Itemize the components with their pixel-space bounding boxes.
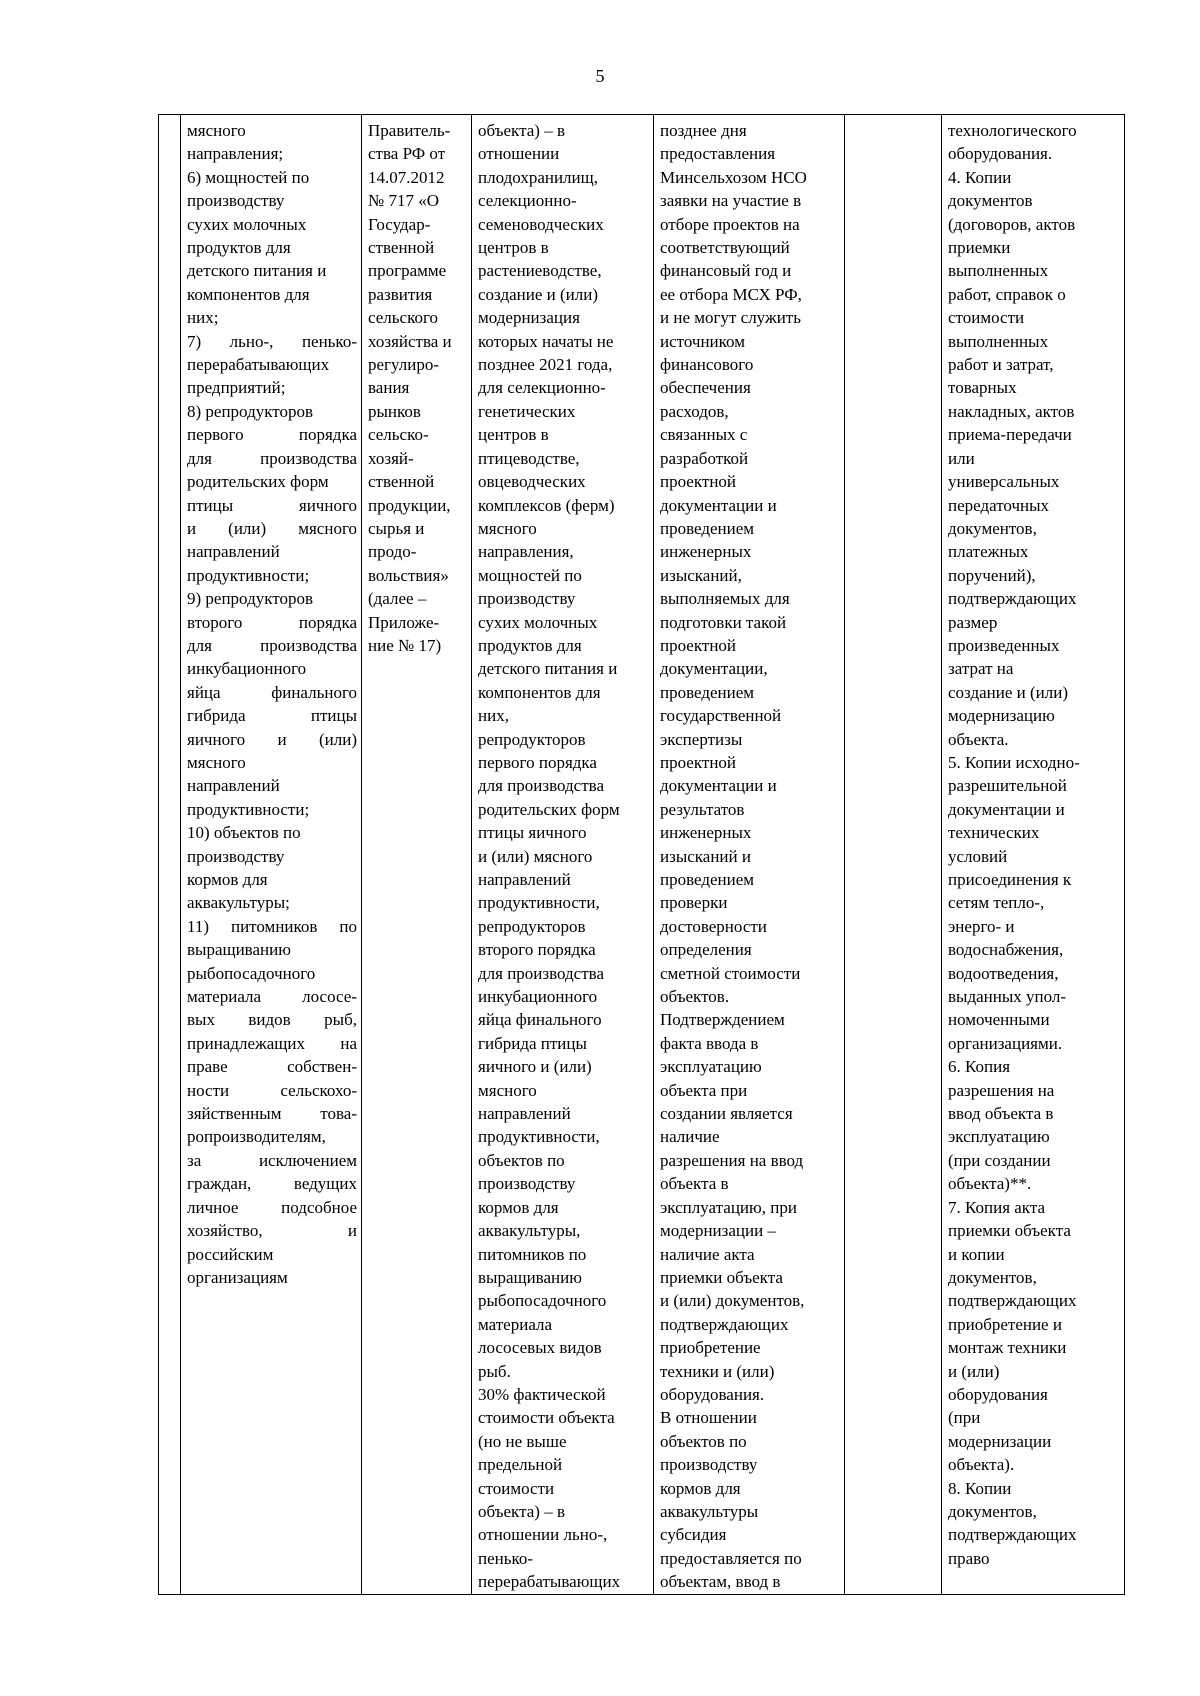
table-cell-col5	[845, 115, 942, 1595]
cell-text-line: птицы яичного	[187, 495, 357, 515]
cell-text-line: проектной	[660, 472, 737, 492]
cell-text-line: разработкой	[660, 448, 749, 468]
cell-text-line: яйца финального	[478, 1010, 602, 1030]
cell-text-line: (но не выше	[478, 1431, 567, 1451]
cell-text-line: центров в	[478, 238, 549, 258]
cell-text-line: создании является	[660, 1104, 793, 1124]
cell-text-line: стоимости	[478, 1478, 555, 1498]
cell-text-line: для производства	[187, 448, 357, 468]
cell-text-line: продуктивности,	[478, 1127, 600, 1147]
cell-text-line: оборудования	[948, 1384, 1048, 1404]
cell-text-line: перерабатывающих	[187, 355, 330, 375]
cell-text-line: изысканий и	[660, 846, 751, 866]
cell-text-line: для производства	[478, 963, 605, 983]
cell-text-line: стоимости	[948, 308, 1025, 328]
cell-text-line: второго порядка	[478, 940, 596, 960]
cell-text-line: продуктов для	[187, 238, 291, 258]
cell-text-line: ропроизводителям,	[187, 1127, 326, 1147]
cell-text-line: создание и (или)	[948, 682, 1068, 702]
cell-text-line: выданных упол-	[948, 987, 1067, 1007]
cell-text-line: продуктов для	[478, 635, 582, 655]
cell-text-line: мясного	[187, 752, 246, 772]
cell-text-line: селекционно-	[478, 191, 577, 211]
cell-text-line: документации и	[660, 776, 777, 796]
cell-text-line: производству	[660, 1455, 758, 1475]
cell-text-line: продуктивности;	[187, 799, 310, 819]
cell-text-line: гибрида птицы	[187, 706, 357, 726]
cell-text-line: накладных, актов	[948, 401, 1075, 421]
cell-text-line: выполненных	[948, 331, 1049, 351]
cell-text-line: проектной	[660, 635, 737, 655]
cell-text-line: объекта при	[660, 1080, 748, 1100]
cell-text-line: регулиро-	[368, 355, 440, 375]
cell-text-line: отборе проектов на	[660, 214, 800, 234]
cell-text-line: Правитель-	[368, 121, 451, 140]
cell-text-line: материала лососе-	[187, 987, 357, 1007]
cell-text-line: них,	[478, 706, 509, 726]
table-cell-conditions	[654, 115, 845, 1595]
cell-text-line: подтверждающих	[948, 1525, 1077, 1545]
cell-text-line: организациям	[187, 1267, 288, 1287]
cell-text-line: монтаж техники	[948, 1338, 1067, 1358]
cell-text-line: и не могут служить	[660, 308, 801, 328]
cell-text-line: объекта) – в	[478, 121, 565, 140]
cell-text-line: гибрида птицы	[478, 1033, 587, 1053]
cell-text-line: отношении льно-,	[478, 1525, 608, 1545]
cell-text-line: модернизация	[478, 308, 580, 328]
cell-text-line: (далее –	[368, 589, 427, 609]
cell-text-line: рынков	[368, 401, 421, 421]
cell-text-line: модернизацию	[948, 706, 1055, 726]
cell-text-line: российским	[187, 1244, 274, 1264]
cell-text-line: определения	[660, 940, 752, 960]
cell-text-line: проведением	[660, 518, 755, 538]
cell-text-line: размер	[948, 612, 998, 632]
cell-text-line: хозяйство, и	[187, 1221, 357, 1241]
cell-text-line: питомников по	[478, 1244, 587, 1264]
cell-text-line: которых начаты не	[478, 331, 614, 351]
cell-text-line: кормов для	[187, 870, 268, 889]
cell-text-line: объекта)**.	[948, 1174, 1032, 1194]
cell-text-line: яичного и (или)	[187, 729, 357, 749]
cell-text-line: (при	[948, 1408, 981, 1428]
page-number: 5	[595, 66, 605, 86]
cell-text-line: кормов для	[478, 1197, 559, 1217]
cell-text-line: них;	[187, 308, 219, 328]
cell-text-line: В отношении	[660, 1408, 757, 1428]
cell-text-line: сельского	[368, 308, 439, 328]
cell-text-line: проведением	[660, 870, 755, 889]
cell-text-line: развития	[368, 284, 433, 304]
cell-text-line: работ и затрат,	[948, 355, 1054, 375]
cell-text-line: для производства	[187, 635, 357, 655]
cell-text-line: эксплуатацию	[948, 1127, 1050, 1147]
cell-text-line: предоставляется по	[660, 1548, 802, 1568]
cell-text-line: источником	[660, 331, 745, 351]
cell-text-line: плодохранилищ,	[478, 167, 598, 187]
cell-text-line: технических	[948, 823, 1040, 843]
cell-text-line: рыбопосадочного	[187, 963, 316, 983]
cell-text-line: репродукторов	[478, 729, 586, 749]
cell-text-line: выращиванию	[478, 1267, 582, 1287]
cell-text-line: документов,	[948, 1501, 1037, 1521]
cell-text-line: 8) репродукторов	[187, 401, 313, 421]
cell-text-line: 4. Копии	[948, 167, 1012, 187]
cell-text-line: яйца финального	[187, 682, 357, 702]
cell-text-line: сметной стоимости	[660, 963, 801, 983]
cell-text-line: разрешительной	[948, 776, 1067, 796]
cell-text-line: ввод объекта в	[948, 1104, 1054, 1124]
cell-text-line: приемки объекта	[948, 1221, 1071, 1241]
cell-text-line: (договоров, актов	[948, 214, 1076, 234]
cell-text-line: подготовки такой	[660, 612, 787, 632]
cell-text-line: производству	[478, 1174, 576, 1194]
table-cell-subsidy-rate	[472, 115, 654, 1595]
cell-text-line: объекта в	[660, 1174, 729, 1194]
cell-text-line: хозяй-	[368, 448, 414, 468]
cell-text-line: мясного	[478, 518, 537, 538]
cell-text-line: энерго- и	[948, 916, 1015, 936]
cell-text-line: объекта.	[948, 729, 1009, 749]
cell-text-line: разрешения на	[948, 1080, 1055, 1100]
cell-text-line: для производства	[478, 776, 605, 796]
cell-text-line: сырья и	[368, 518, 425, 538]
table-cell-legal-basis	[362, 115, 472, 1595]
cell-text-line: условий	[948, 846, 1008, 866]
cell-text-line: аквакультуры;	[187, 893, 290, 913]
requirements-table	[158, 114, 1125, 1595]
cell-text-line: комплексов (ферм)	[478, 495, 615, 515]
cell-text-line: ние № 17)	[368, 635, 442, 655]
cell-text-line: позднее 2021 года,	[478, 355, 613, 375]
cell-text-line: объекта).	[948, 1455, 1015, 1475]
cell-text-line: инженерных	[660, 542, 752, 562]
cell-text-line: наличие	[660, 1127, 720, 1147]
cell-text-line: Подтверждением	[660, 1010, 785, 1030]
cell-text-line: семеноводческих	[478, 214, 604, 234]
cell-text-line: продуктивности,	[478, 893, 600, 913]
cell-text-line: разрешения на ввод	[660, 1150, 804, 1170]
cell-text-line: документации,	[660, 659, 768, 679]
cell-text-line: продукции,	[368, 495, 451, 515]
cell-text-line: приема-передачи	[948, 425, 1072, 445]
cell-text-line: водоснабжения,	[948, 940, 1064, 960]
cell-text-line: перерабатывающих	[478, 1572, 621, 1592]
cell-text-line: связанных с	[660, 425, 748, 445]
cell-text-line: 7. Копия акта	[948, 1197, 1046, 1217]
cell-text-line: эксплуатацию, при	[660, 1197, 797, 1217]
cell-text-line: техники и (или)	[660, 1361, 775, 1381]
cell-text-line: мощностей по	[478, 565, 582, 585]
cell-text-line: кормов для	[660, 1478, 741, 1498]
cell-text-line: универсальных	[948, 472, 1060, 492]
cell-text-line: технологического	[948, 121, 1077, 140]
cell-text-line: документации и	[660, 495, 777, 515]
cell-text-line: аквакультуры,	[478, 1221, 581, 1241]
cell-text-line: направления,	[478, 542, 574, 562]
cell-text-line: производству	[478, 589, 576, 609]
cell-text-line: и (или)	[948, 1361, 1000, 1381]
cell-text-line: ства РФ от	[368, 144, 446, 164]
cell-text-line: право	[948, 1548, 990, 1568]
cell-text-line: сухих молочных	[187, 214, 307, 234]
cell-text-line: приобретение и	[948, 1314, 1062, 1334]
cell-text-line: и (или) документов,	[660, 1291, 805, 1311]
cell-text-line: пенько-	[478, 1548, 534, 1568]
cell-text-line: проведением	[660, 682, 755, 702]
cell-text-line: присоединения к	[948, 870, 1072, 889]
cell-text-line: материала	[478, 1314, 553, 1334]
cell-text-line: праве собствен-	[187, 1057, 357, 1077]
cell-text-line: компонентов для	[478, 682, 601, 702]
cell-text-line: направления;	[187, 144, 284, 164]
cell-text-line: граждан, ведущих	[187, 1174, 357, 1194]
cell-text-line: объекта) – в	[478, 1501, 565, 1521]
cell-text-line: инкубационного	[478, 987, 598, 1007]
cell-text-line: затрат на	[948, 659, 1014, 679]
cell-text-line: зяйственным това-	[187, 1104, 357, 1124]
cell-text-line: достоверности	[660, 916, 767, 936]
cell-text-line: вых видов рыб,	[187, 1010, 357, 1030]
cell-text-line: № 717 «О	[368, 191, 439, 211]
cell-text-line: 6. Копия	[948, 1057, 1011, 1077]
cell-text-line: детского питания и	[187, 261, 327, 281]
cell-text-line: производству	[187, 846, 285, 866]
cell-text-line: экспертизы	[660, 729, 743, 749]
cell-text-line: первого порядка	[187, 425, 357, 445]
cell-text-line: подтверждающих	[660, 1314, 789, 1334]
cell-text-line: центров в	[478, 425, 549, 445]
cell-text-line: мясного	[187, 121, 246, 140]
cell-text-line: наличие акта	[660, 1244, 755, 1264]
cell-text-line: предельной	[478, 1455, 563, 1475]
cell-text-line: (при создании	[948, 1150, 1051, 1170]
cell-text-line: репродукторов	[478, 916, 586, 936]
cell-text-line: программе	[368, 261, 447, 281]
cell-text-line: выполняемых для	[660, 589, 790, 609]
cell-text-line: детского питания и	[478, 659, 618, 679]
table-cell-documents	[942, 115, 1125, 1595]
cell-text-line: Минсельхозом НСО	[660, 167, 807, 187]
cell-text-line: документов,	[948, 518, 1037, 538]
cell-text-line: документов	[948, 191, 1033, 211]
cell-text-line: направлений	[187, 776, 280, 796]
cell-text-line: первого порядка	[478, 752, 597, 772]
cell-text-line: объектов по	[660, 1431, 747, 1451]
cell-text-line: расходов,	[660, 401, 729, 421]
cell-text-line: выращиванию	[187, 940, 291, 960]
cell-text-line: предоставления	[660, 144, 776, 164]
cell-text-line: проектной	[660, 752, 737, 772]
cell-text-line: и (или) мясного	[478, 846, 593, 866]
cell-text-line: заявки на участие в	[660, 191, 802, 211]
cell-text-line: Государ-	[368, 214, 431, 234]
cell-text-line: аквакультуры	[660, 1501, 759, 1521]
cell-text-line: передаточных	[948, 495, 1050, 515]
cell-text-line: 11) питомников по	[187, 916, 357, 936]
cell-text-line: модернизации	[948, 1431, 1052, 1451]
cell-text-line: направлений	[478, 1104, 571, 1124]
cell-text-line: сетям тепло-,	[948, 893, 1045, 913]
cell-text-line: соответствующий	[660, 238, 790, 258]
cell-text-line: платежных	[948, 542, 1029, 562]
cell-text-line: ности сельскохо-	[187, 1080, 357, 1100]
cell-text-line: подтверждающих	[948, 1291, 1077, 1311]
cell-text-line: приемки	[948, 238, 1011, 258]
cell-text-line: создание и (или)	[478, 284, 598, 304]
cell-text-line: принадлежащих на	[187, 1033, 357, 1053]
cell-text-line: и (или) мясного	[187, 518, 357, 538]
cell-text-line: работ, справок о	[948, 284, 1066, 304]
cell-text-line: финансового	[660, 355, 754, 375]
cell-text-line: поручений),	[948, 565, 1036, 585]
cell-text-line: овцеводческих	[478, 472, 586, 492]
cell-text-line: приемки объекта	[660, 1267, 783, 1287]
cell-text-line: вольствия»	[368, 565, 449, 585]
cell-text-line: родительских форм	[187, 472, 329, 492]
cell-text-line: или	[948, 448, 975, 468]
cell-text-line: 9) репродукторов	[187, 589, 313, 609]
cell-text-line: произведенных	[948, 635, 1060, 655]
cell-text-line: второго порядка	[187, 612, 357, 632]
table-cell-objects-list	[181, 115, 362, 1595]
cell-text-line: птицы яичного	[478, 823, 587, 843]
cell-text-line: 6) мощностей по	[187, 167, 310, 187]
cell-text-line: продо-	[368, 542, 417, 562]
cell-text-line: лососевых видов	[478, 1338, 602, 1358]
cell-text-line: субсидия	[660, 1525, 727, 1545]
cell-text-line: направлений	[478, 870, 571, 889]
cell-text-line: птицеводстве,	[478, 448, 580, 468]
cell-text-line: объектов.	[660, 987, 730, 1007]
cell-text-line: 14.07.2012	[368, 167, 445, 187]
cell-text-line: оборудования.	[948, 144, 1053, 164]
cell-text-line: оборудования.	[660, 1384, 765, 1404]
cell-text-line: позднее дня	[660, 121, 747, 140]
cell-text-line: номоченными	[948, 1010, 1050, 1030]
cell-text-line: ственной	[368, 472, 435, 492]
cell-text-line: предприятий;	[187, 378, 286, 398]
cell-text-line: объектам, ввод в	[660, 1572, 781, 1592]
cell-text-line: 5. Копии исходно-	[948, 752, 1080, 772]
cell-text-line: яичного и (или)	[478, 1057, 592, 1077]
cell-text-line: 7) льно-, пенько-	[187, 331, 357, 351]
cell-text-line: личное подсобное	[187, 1197, 357, 1217]
cell-text-line: за исключением	[187, 1150, 357, 1170]
cell-text-line: инженерных	[660, 823, 752, 843]
cell-text-line: Приложе-	[368, 612, 440, 632]
cell-text-line: 30% фактической	[478, 1384, 606, 1404]
cell-text-line: 10) объектов по	[187, 823, 301, 843]
cell-text-line: выполненных	[948, 261, 1049, 281]
cell-text-line: проверки	[660, 893, 728, 913]
cell-text-line: продуктивности;	[187, 565, 310, 585]
cell-text-line: результатов	[660, 799, 745, 819]
cell-text-line: рыб.	[478, 1361, 511, 1381]
cell-text-line: направлений	[187, 542, 280, 562]
cell-text-line: обеспечения	[660, 378, 751, 398]
cell-text-line: мясного	[478, 1080, 537, 1100]
cell-text-line: отношении	[478, 144, 560, 164]
cell-text-line: ее отбора МСХ РФ,	[660, 284, 802, 304]
cell-text-line: эксплуатацию	[660, 1057, 762, 1077]
cell-text-line: изысканий,	[660, 565, 742, 585]
cell-text-line: компонентов для	[187, 284, 310, 304]
cell-text-line: для селекционно-	[478, 378, 606, 398]
cell-text-line: растениеводстве,	[478, 261, 602, 281]
cell-text-line: государственной	[660, 706, 782, 726]
cell-text-line: сухих молочных	[478, 612, 598, 632]
cell-text-line: модернизации –	[660, 1221, 776, 1241]
cell-text-line: товарных	[948, 378, 1017, 398]
cell-text-line: факта ввода в	[660, 1033, 759, 1053]
table-cell-col0	[159, 115, 181, 1595]
cell-text-line: родительских форм	[478, 799, 620, 819]
cell-text-line: рыбопосадочного	[478, 1291, 607, 1311]
cell-text-line: финансовый год и	[660, 261, 792, 281]
cell-text-line: вания	[368, 378, 410, 398]
cell-text-line: хозяйства и	[368, 331, 452, 351]
cell-text-line: водоотведения,	[948, 963, 1059, 983]
cell-text-line: ственной	[368, 238, 435, 258]
table-row	[159, 115, 1125, 1595]
cell-text-line: 8. Копии	[948, 1478, 1012, 1498]
cell-text-line: объектов по	[478, 1150, 565, 1170]
cell-text-line: документов,	[948, 1267, 1037, 1287]
cell-text-line: инкубационного	[187, 659, 307, 679]
cell-text-line: и копии	[948, 1244, 1005, 1264]
cell-text-line: документации и	[948, 799, 1065, 819]
cell-text-line: организациями.	[948, 1033, 1063, 1053]
cell-text-line: сельско-	[368, 425, 429, 445]
cell-text-line: генетических	[478, 401, 576, 421]
cell-text-line: подтверждающих	[948, 589, 1077, 609]
cell-text-line: производству	[187, 191, 285, 211]
cell-text-line: стоимости объекта	[478, 1408, 615, 1428]
cell-text-line: приобретение	[660, 1338, 761, 1358]
